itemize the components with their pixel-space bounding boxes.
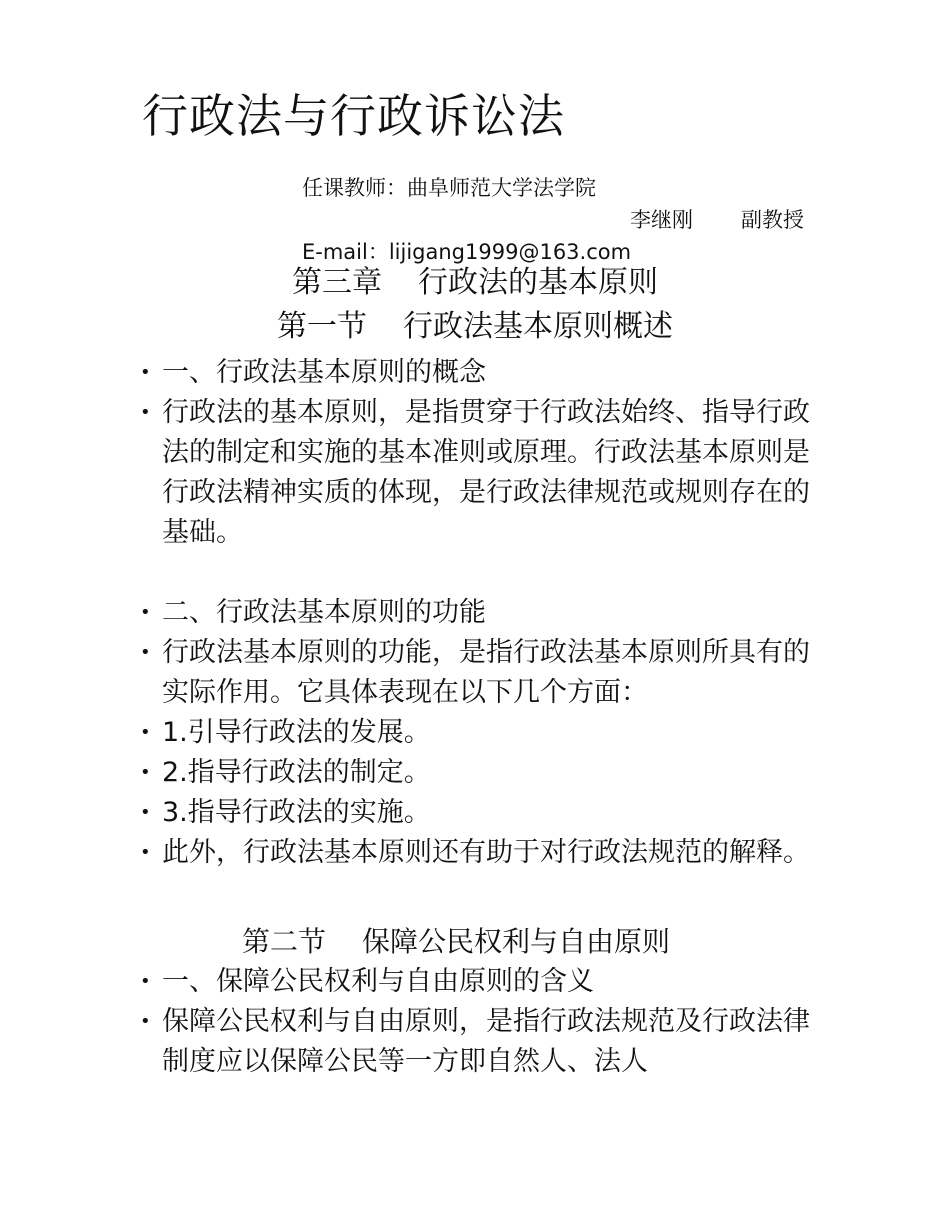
list-item-text: 二、行政法基本原则的功能 <box>162 597 486 628</box>
list-item <box>140 1002 820 1082</box>
teacher-info <box>630 206 804 234</box>
section-1-bullet-list <box>140 353 820 873</box>
list-item <box>140 753 820 793</box>
chapter-title: 行政法的基本原则 <box>418 265 658 300</box>
list-item-number: 3. <box>162 797 188 828</box>
list-item-text: 行政法基本原则的功能，是指行政法基本原则所具有的实际作用。它具体表现在以下几个方面： <box>162 637 810 708</box>
list-item-text: 引导行政法的发展。 <box>187 717 431 748</box>
teacher-rank: 副教授 <box>741 208 804 232</box>
section-2-bullet-list <box>140 962 820 1082</box>
chapter-number: 第三章 <box>292 265 382 300</box>
section-heading-2 <box>242 922 670 962</box>
email-line: E-mail：lijigang1999@163.com <box>302 240 632 264</box>
list-item-text: 此外，行政法基本原则还有助于对行政法规范的解释。 <box>162 837 810 868</box>
section-1-number: 第一节 <box>277 309 367 344</box>
list-item-text: 行政法的基本原则，是指贯穿于行政法始终、指导行政法的制定和实施的基本准则或原理。行政法基本原则是行政法精神实质的体现，是行政法律规范或规则存在的基础。 <box>162 397 810 548</box>
list-item-text: 保障公民权利与自由原则，是指行政法规范及行政法律制度应以保障公民等一方即自然人、法人 <box>162 1006 810 1077</box>
list-item-text: 一、行政法基本原则的概念 <box>162 357 486 388</box>
section-2-title: 保障公民权利与自由原则 <box>362 925 671 958</box>
section-2-number: 第二节 <box>242 925 327 958</box>
chapter-heading <box>0 262 950 304</box>
list-item <box>140 713 820 753</box>
list-item-text: 指导行政法的实施。 <box>187 797 431 828</box>
section-1-title: 行政法基本原则概述 <box>403 309 673 344</box>
instructor-line: 任课教师：曲阜师范大学法学院 <box>302 176 596 200</box>
list-item-text: 指导行政法的制定。 <box>187 757 431 788</box>
list-item <box>140 962 820 1002</box>
list-item-number: 1. <box>162 717 188 748</box>
list-item <box>140 353 820 393</box>
document-title: 行政法与行政诉讼法 <box>142 89 565 143</box>
list-item-text: 一、保障公民权利与自由原则的含义 <box>162 966 594 997</box>
list-item <box>140 633 820 713</box>
list-item-number: 2. <box>162 757 188 788</box>
list-item <box>140 793 820 833</box>
list-item <box>140 593 820 633</box>
section-heading-1 <box>0 306 950 348</box>
list-item <box>140 833 820 873</box>
list-item <box>140 393 820 553</box>
teacher-name: 李继刚 <box>630 208 693 232</box>
